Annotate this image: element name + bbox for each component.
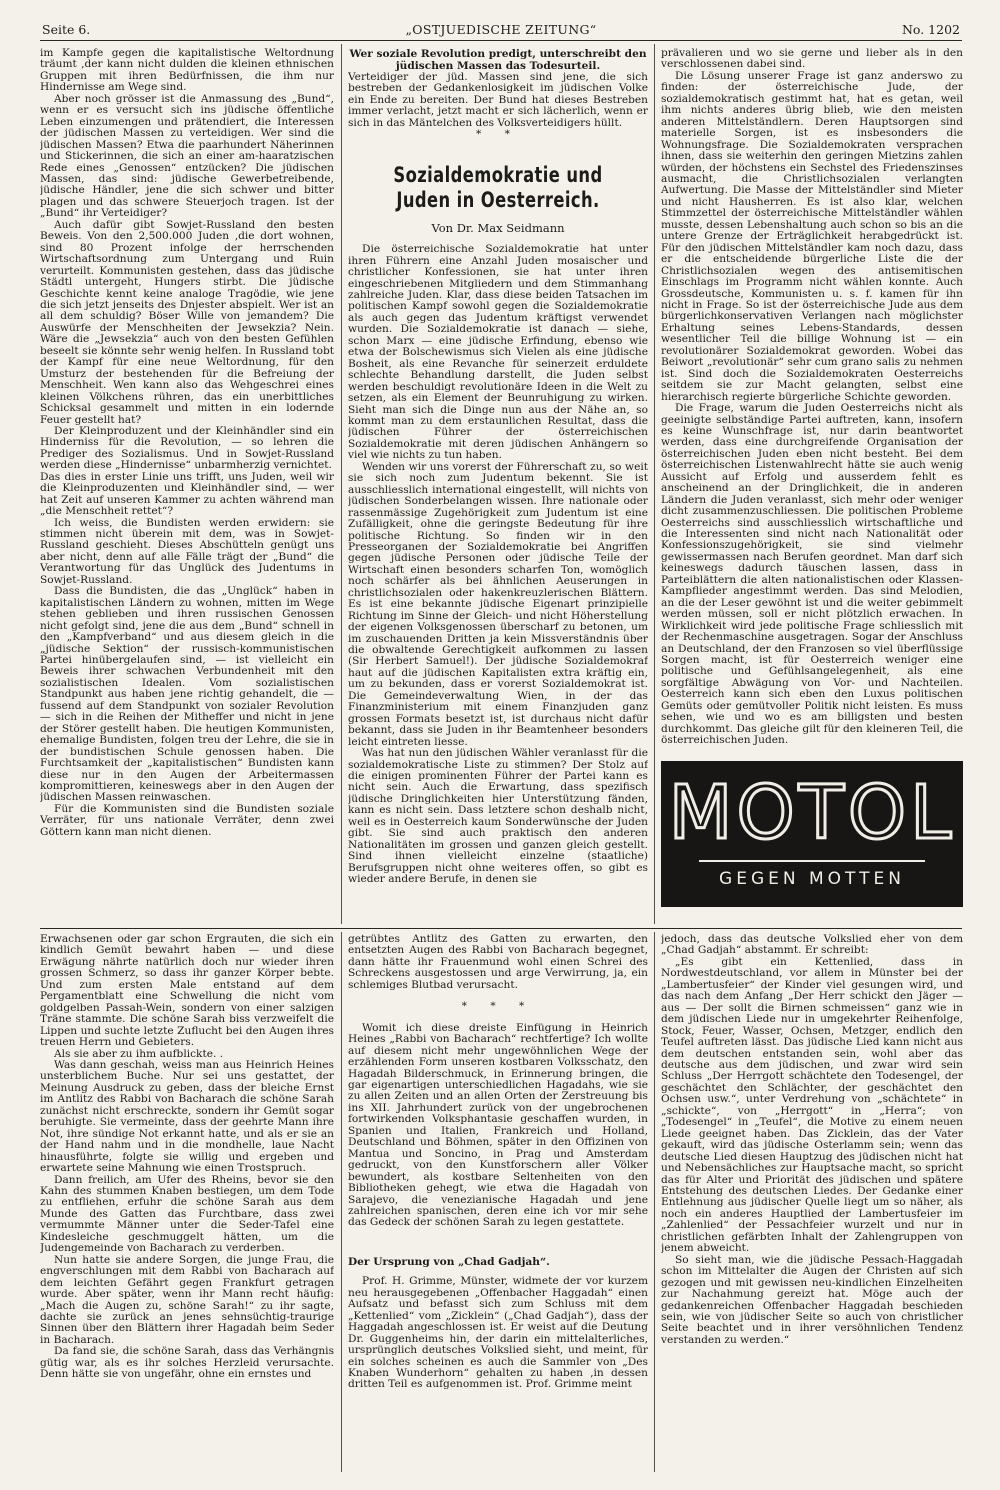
ad-divider	[699, 860, 925, 862]
paragraph: Dass die Bundisten, die das „Unglück“ haben in kapitalistischen Ländern zu wohnen, mitten im Wege stehen geblieben und ihren russischen Genossen nicht gefolgt sind, jene die aus dem „Bund“ schnell in den „Kampfverband“ und aus diesem gleich in die „jüdische Sektion“ der russisch-kommunistischen Partei hinübergelaufen sind, — ist vielleicht ein Beweis ihrer schwachen Verbundenheit mit den sozialistischen Idealen. Vom sozialistischen Standpunkt aus haben jene richtig gehandelt, die — fussend auf dem Standpunkt von sozialer Revolution — sich in die Reihen der Mitheffer und nicht in jene der Störer gestellt haben. Die heutigen Kommunisten, ehemalige Bundisten, folgen treu der Lehre, die sie in der bundistischen Schule genossen haben. Die Furchtsamkeit der „kapitalistischen“ Bundisten kann diese nur in den Augen der Arbeitermassen kompromittieren, keineswegs aber in den Augen der jüdischen Massen reinwaschen.	[40, 585, 334, 804]
paragraph: Was dann geschah, weiss man aus Heinrich Heines unsterblichem Buche. Nur sei uns gestattet, der Meinung Ausdruck zu geben, dass der bleiche Ernst im Antlitz des Rabbi von Bacharach die schöne Sarah zunächst nicht erschreckte, sondern ihr Gemüt sogar beruhigte. Sie vermeinte, dass der geehrte Mann ihre Not, ihre sündige Not erkannt hatte, und als er sie an der Hand nahm und in die mondhelle, laue Nacht hinausführte, folgte sie willig und ergeben und erwartete seine Mahnung wie einen Trostspruch.	[40, 1058, 334, 1175]
paragraph: jedoch, dass das deutsche Volkslied eher von dem „Chad Gadjah“ abstammt. Er schreibt:	[661, 934, 963, 957]
paragraph: Wenden wir uns vorerst der Führerschaft zu, so weit sie sich noch zum Judentum bekennt. Sie ist ausschliesslich international eingestellt, will nichts von jüdischen Sonderbelangen wissen. Ihre nationale oder rassenmässige Zugehörigkeit zum Judentum ist eine Zufälligkeit, ohne die geringste Bedeutung für ihre politische Richtung. So finden wir in den Presseorganen der Sozialdemokratie bei Angriffen gegen jüdische Personen oder jüdische Teile der Wirtschaft einen besonders scharfen Ton, womöglich noch schärfer als bei ähnlichen Aeuserungen in christlichsozialen oder hakenkreuzlerischen Blättern. Es ist eine bekannte jüdische Eigenart prinzipielle Richtung im Sinne der Gleich- und nicht Höherstellung der eigenen Volksgenossen überscharf zu betonen, um im zuschauenden Dritten ja kein Missverständnis über die obwaltende Gerechtigkeit aufkommen zu lassen (Sir Herbert Samuel!). Der jüdische Sozialdemokraf haut auf die jüdischen Kapitalisten extra kräftig ein, um zu bekunden, dass er vorerst Sozialdemokrat ist. Die Gemeindeverwaltung Wien, in der das Finanzministerium mit einem Finanzjuden ganz grossen Formats besetzt ist, ist durchaus nicht dafür bekannt, dass sie Juden in ihr Beamtenheer besonders leicht eintreten liesse.	[348, 460, 648, 748]
paragraph: Nun hatte sie andere Sorgen, die junge Frau, die engverschlungen mit dem Rabbi von Bacharach auf dem leichten Gefährt gegen Frankfurt getragen wurde. Aber später, wenn ihr Mann recht häufig: „Mach die Augen zu, schöne Sarah!“ zu ihr sagte, dachte sie zurück an jenes sehnsüchtig-traurige Sinnen über den Blättern ihrer Hagadah beim Seder in Bacharach.	[40, 1253, 334, 1346]
paragraph: „Es gibt ein Kettenlied, dass in Nordwestdeutschland, vor allem in Münster bei der „Lambertusfeier“ der Kinder viel gesungen wird, und das nach dem Anfang „Der Herr schickt den Jäger — aus — Der sollt die Birnen schmeissen“ ganz wie in dem jüdischen Liede nur in umgekehrter Reihenfolge, Stock, Feuer, Wasser, Ochsen, Metzger, endlich den Teufel auftreten lässt. Das jüdische Lied kann nicht aus dem deutschen entstanden sein, wohl aber das deutsche aus dem jüdischen, und zwar wird sein Schluss „Der Herrgott schächtete den Todesengel, der geschächtet den Schlächter, der geschächtet den Ochsen usw.“, unter Verdrehung von „schächtete“ in „schickte“, von „Herrgott“ in „Herra“; von „Todesengel“ in „Teufel“, die Motive zu einem neuen Liede geeignet haben. Das Zicklein, das der Vater gekauft, wird das jüdische Osterlamm sein; wenn das deutsche Lied diesen Hauptzug des jüdischen nicht hat und Nebensächliches zur Hauptsache macht, so spricht das für Alter und Priorität des jüdischen und spätere Entstehung des deutschen Liedes. Der Gedanke einer Entlehnung aus jüdischer Quelle liegt um so näher, als noch ein anderes Hauptlied der Lambertusfeier im „Zahlenlied“ der Pessachfeier wurzelt und nur in christlichen gefärbten Inhalt der Zahlengruppen von jenem abweicht.	[661, 955, 963, 1255]
paragraph: Der Kleinproduzent und der Kleinhändler sind ein Hinderniss für die Revolution, — so lehren die Prediger des Sozialismus. Und in Sowjet-Russland werden diese „Hindernisse“ unbarmherzig vernichtet.	[40, 424, 334, 472]
paragraph: getrübtes Antlitz des Gatten zu erwarten, den entsetzten Augen des Rabbi von Bacharach begegnet, dann hätte ihr Frauenmund wohl einen Schrei des Schreckens ausgestossen und arge Verwirrung, ja, ein schlemiges Blutbad verursacht.	[348, 934, 648, 991]
upper-left-column	[40, 48, 334, 922]
column-divider	[341, 932, 342, 1472]
paragraph: Da fand sie, die schöne Sarah, dass das Verhängnis gütig war, als es ihr solches Herzleid verursachte. Denn hätte sie von ungefähr, ohne ein ernstes und	[40, 1345, 334, 1381]
section-break: * * *	[461, 1000, 535, 1013]
paragraph: Das dies in erster Linie uns trifft, uns Juden, weil wir die Kleinproduzenten und Kleinhändler sind, — wer hat Zeit auf unseren Kammer zu achten während man „die Menschheit rettet“?	[40, 470, 334, 518]
section-divider	[40, 928, 962, 929]
paragraph: Aber noch grösser ist die Anmassung des „Bund“, wenn er es versucht sich ins jüdische öffentliche Leben einzumengen und prätendiert, die Interessen der jüdischen Massen zu verteidigen. Wer sind die jüdischen Massen? Etwa die paarhundert Näherinnen und Stickerinnen, die sich an einer am-haaratzischen Rede eines „Genossen“ entzücken? Die jüdischen Massen, das sind: jüdische Gewerbetreibende, jüdische Händler, jene die sich schwer und bitter plagen und das schwere Steuerjoch tragen. Ist der „Bund“ ihr Verteidiger?	[40, 92, 334, 220]
column-divider	[654, 932, 655, 1472]
paragraph: Dann freilich, am Ufer des Rheins, bevor sie den Kahn des stummen Knaben bestiegen, um dem Tode zu entfliehen, erfuhr die schöne Sarah aus dem Munde des Gatten das Furchtbare, dass zwei vermummte Männer unter die Seder-Tafel eine Kindesleiche geschmuggelt hätten, um die Judengemeinde von Bacharach zu verderben.	[40, 1173, 334, 1255]
lower-left-column	[40, 934, 334, 1474]
paragraph: Ich weiss, die Bundisten werden erwidern: sie stimmen nicht überein mit dem, was in Sowjet-Russland geschieht. Dieses Abschütteln genügt uns aber nicht, denn auf alle Fälle trägt der „Bund“ die Verantwortung für das Unglück des Judentums in Sowjet-Russland.	[40, 516, 334, 586]
upper-right-column	[661, 48, 963, 754]
issue-number: No. 1202	[901, 22, 960, 37]
paragraph: Auch dafür gibt Sowjet-Russland den besten Beweis. Von den 2,500.000 Juden ‚die dort wohnen, sind 80 Prozent infolge der herrschenden Wirtschaftsordnung zum Untergang und Ruin verurteilt. Kommunisten gestehen, dass das jüdische Städtl untergeht, Hungers stirbt. Die jüdische Geschichte kennt keine analoge Tragödie, wie jene die sich jetzt jenseits des Dnjester abspielt. Wer ist an all dem schuldig? Böser Wille von jemandem? Die Auswürfe der Menschheiten der Jewsekzia? Nein. Wäre die „Jewsekzia“ auch von den besten Gefühlen beseelt sie könnte sehr wenig helfen. In Russland tobt der Kampf für eine neue Weltordnung, für den Umsturz der bestehenden für die Befreiung der Menschheit. Wen kann also das Wehgeschrei eines kleinen Völkchens rühren, das ein unerbittliches Schicksal gesammelt und mitten in ein lodernde Feuer gestellt hat?	[40, 218, 334, 426]
paragraph: im Kampfe gegen die kapitalistische Weltordnung träumt ‚der kann nicht dulden die kleinen ethnischen Gruppen mit ihren Bedürfnissen, die ihm nur Hindernisse am Wege sind.	[40, 48, 334, 94]
motol-advertisement	[661, 761, 963, 907]
newspaper-name: „OSTJUEDISCHE ZEITUNG“	[405, 22, 597, 37]
lower-right-column	[661, 934, 963, 1474]
column-divider	[654, 44, 655, 924]
column-divider	[341, 44, 342, 924]
section-break: * *	[476, 128, 520, 141]
article-title: Sozialdemokratie und Juden in Oesterreich.	[393, 162, 603, 212]
lower-middle-column	[348, 934, 648, 1474]
subheading: Der Ursprung von „Chad Gadjah“.	[348, 1255, 550, 1268]
paragraph: Die Lösung unserer Frage ist ganz anderswo zu finden: der österreichische Jude, der sozialdemokratisch gestimmt hat, hat es getan, weil ihm nichts anderes übrig blieb, wie den meisten anderen Mittelständlern. Deren Hauptsorgen sind materielle Sorgen, ist es insbesonders die Wohnungsfrage. Die Sozialdemokraten versprachen ihnen, dass sie weiterhin den geringen Mietzins zahlen würden, der höchstens ein Sechstel des Friedenszinses ausmacht, die Christlichsozialen verlangten Aufwertung. Die Masse der Mittelständler sind Mieter und nicht Hausherren. Es ist also klar, welchen Stimmzettel der österreichische Mittelständler wählen musste, dessen Lebenshaltung auch schon so bis an die untere Grenze der Erträglichkeit herabgedrückt ist. Für den jüdischen Mittelständler kam noch dazu, dass er die entscheidende bürgerliche Liste die der Christlichsozialen wegen des antisemitischen Einschlags im Programm nicht wählen konnte. Auch Grossdeutsche, Kommunisten u. s. f. kamen für ihn nicht in Frage. So ist der österreichische Jude aus dem bürgerlichkonservativen Verlangen nach möglichster Erhaltung seines Lebens-Standards, dessen wesentlicher Teil die billige Wohnung ist — ein revolutionärer Sozialdemokrat geworden. Wobei das Beiwort „revolutionär“ sehr cum grano salis zu nehmen ist. Sind doch die Sozialdemokraten Oesterreichs seitdem sie zur Macht gelangten, selbst eine hierarchisch regierte bürgerliche Schichte geworden.	[661, 69, 963, 403]
paragraph: Erwachsenen oder gar schon Ergrauten, die sich ein kindlich Gemüt bewahrt haben — und diese Erwägung nährte natürlich doch nur wieder ihren grossen Schmerz, so dass ihr ganzer Körper bebte. Und zum ersten Male entstand auf dem Pergamentblatt eine Schwellung die nicht vom goldgelben Passah-Wein, sondern von einer salzigen Träne stammte. Die schöne Sarah biss verzweifelt die Lippen und suchte letzte Zuflucht bei den Augen ihres treuen Herrn und Gebieters.	[40, 934, 334, 1049]
paragraph: So sieht man, wie die jüdische Pessach-Haggadah schon im Mittelalter die Augen der Christen auf sich gezogen und mit gewissen neu-kindlichen Einzelheiten zur Nachahmung gereizt hat. Möge auch der gedankenreichen Offenbacher Haggadah beschieden sein, wie von jüdischer Seite so auch von christlicher Seite beachtet und in ihrer versöhnlichen Tendenz verstanden zu werden.“	[661, 1253, 963, 1346]
paragraph: Als sie aber zu ihm aufblickte. .	[54, 1047, 224, 1060]
paragraph: Für die Kommunisten sind die Bundisten soziale Verräter, für uns nationale Verräter, denn zwei Göttern kann man nicht dienen.	[40, 802, 334, 838]
byline: Von Dr. Max Seidmann	[431, 220, 565, 235]
paragraph: Womit ich diese dreiste Einfügung in Heinrich Heines „Rabbi von Bacharach“ rechtfertige? Ich wollte auf diesem nicht mehr ungewöhnlichen Wege der erzählenden Form unseren kostbaren Volksschatz, den Hagadah Bilderschmuck, in Erinnerung bringen, die gar eigenartigen unterschiedlichen Hagadahs, wie sie zu allen Zeiten und an allen Orten der Zerstreuung bis ins XII. Jahrhundert zurück von der ungebrochenen fortwirkenden Volksphantasie geschaffen wurden, in Spanien und Italien, Frankreich und Holland, Deutschland und Böhmen, später in den Offizinen von Mantua und Soncino, in Prag und Amsterdam gedruckt, von den Kunstforschern aller Völker bewundert, als kostbare Seltenheiten von den Bibliotheken gehegt, wie etwa die Hagadah von Sarajevo, die venezianische Hagadah und jene zahlreichen spanischen, deren eine ich vor mir sehe das Gedeck der schönen Sarah zu legen gestattete.	[348, 1021, 648, 1229]
paragraph: Prof. H. Grimme, Münster, widmete der vor kurzem neu herausgegebenen „Offenbacher Haggadah“ einen Aufsatz und befasst sich zum Schluss mit dem „Kettenlied“ vom „Zicklein“ („Chad Gadjah“), dass der Haggadah angeschlossen ist. Er weist auf die Deutung Dr. Guggenheims hin, der darin ein mittelalterliches, ursprünglich deutsches Volkslied sieht, und meint, für ein solches scheinen es auch die Sammler von „Des Knaben Wunderhorn“ gehalten zu haben ‚in dessen dritten Teil es aufgenommen ist. Prof. Grimme meint	[348, 1275, 648, 1391]
page-header	[40, 18, 962, 41]
paragraph: Die Frage, warum die Juden Oesterreichs nicht als geeinigte selbständige Partei auftreten, kann, insofern es keine Wunschfrage ist, nur darin beantwortet werden, dass eine durchgreifende Organisation der österreichischen Juden eben nicht besteht. Bei dem österreichischen Listenwahlrecht hätte sie auch wenig Aussicht auf Erfolg und ausserdem fehlt es anscheinend an der Dringlichkeit, die in anderen Ländern die Juden veranlasst, sich mehr oder weniger dicht zusammenzuschliessen. Die politischen Probleme Oesterreichs sind ausschliesslich wirtschaftliche und die Interessenten sind nicht nach Nationalität oder Konfessionszugehörigkeit, sie sind vielmehr gewissermassen nach Berufen geordnet. Man darf sich keineswegs dadurch täuschen lassen, dass in Parteiblättern die alten nationalistischen oder Klassen-Kampflieder angestimmt werden. Das sind Melodien, an die der Leser gewöhnt ist und die weiter gebimmelt werden müssen, soll er nicht plötzlich erwachen. In Wirklichkeit wird jede politische Frage schliesslich mit der Rechenmaschine ausgetragen. Sogar der Anschluss an Deutschland, der den Franzosen so viel überflüssige Sorgen macht, ist für Oesterreich weniger eine politische und Gefühlsangelegenheit, als eine sorgfältige Abwägung von Vor- und Nachteilen. Oesterreich kann sich eben den Luxus politischen Gemüts oder gemütvoller Politik nicht leisten. Es muss sehen, wie und wo es am billigsten und besten durchkommt. Das gleiche gilt für den kleineren Teil, die österreichischen Juden.	[661, 402, 963, 747]
upper-middle-column	[348, 48, 648, 922]
ad-brand: MOTOL	[668, 770, 956, 856]
paragraph: Die österreichische Sozialdemokratie hat unter ihren Führern eine Anzahl Juden mosaischer und christlicher Konfessionen, sie hat unter ihren eingeschriebenen Mitgliedern und dem Stimmanhang zahlreiche Juden. Klar, dass diese beiden Tatsachen im politischen Kampf sowohl gegen die Sozialdemokratie als auch gegen das Judentum kräftigst verwendet wurden. Die Sozialdemokratie ist danach — siehe, schon Marx — eine jüdische Erfindung, ebenso wie etwa der Bolschewismus sich Vielen als eine jüdische Bosheit, als eine Revanche für seinerzeit erduldete schlechte Behandlung darstellt, die Juden selbst werden beschuldigt revolutionäre Ideen in die Welt zu setzen, als ein Element der Beunruhigung zu wirken. Sieht man sich die Dinge nun aus der Nähe an, so kommt man zu dem erstaunlichen Resultat, dass die jüdischen Führer der österreichischen Sozialdemokratie mit deren jüdischen Anhängern so viel wie nichts zu tun haben.	[348, 243, 648, 462]
paragraph: Verteidiger der jüd. Massen sind jene, die sich bestreben der Gedankenlosigkeit im jüdischen Volke ein Ende zu bereiten. Der Bund hat dieses Bestreben immer verlacht, jetzt macht er sich lächerlich, wenn er sich in das Mäntelchen des Volksverteidigers hüllt.	[348, 71, 648, 129]
page-label: Seite 6.	[42, 22, 91, 37]
paragraph: Was hat nun den jüdischen Wähler veranlasst für die sozialdemokratische Liste zu stimmen? Der Stolz auf die einigen prominenten Führer der Partei kann es nicht sein. Auch die Erwartung, dass spezifisch jüdische Dringlichkeiten hier Unterstützung fänden, kann es nicht sein. Dass letztere schon deshalb nicht, weil es in Oesterreich kaum Sonderwünsche der Juden gibt. Sie sind auch praktisch den anderen Nationalitäten im grossen und ganzen gleich gestellt. Sind ihnen vielleicht einzelne (staatliche) Berufsgruppen nicht ohne weiteres offen, so gibt es wieder andere Berufe, in denen sie	[348, 747, 648, 886]
ad-tagline: GEGEN MOTTEN	[719, 869, 905, 889]
lead-in-bold: Wer soziale Revolution predigt, unterschreibt den jüdischen Massen das Todesurteil.	[349, 48, 647, 72]
paragraph: prävalieren und wo sie gerne und lieber als in den verschlossenen dabei sind.	[661, 48, 963, 71]
